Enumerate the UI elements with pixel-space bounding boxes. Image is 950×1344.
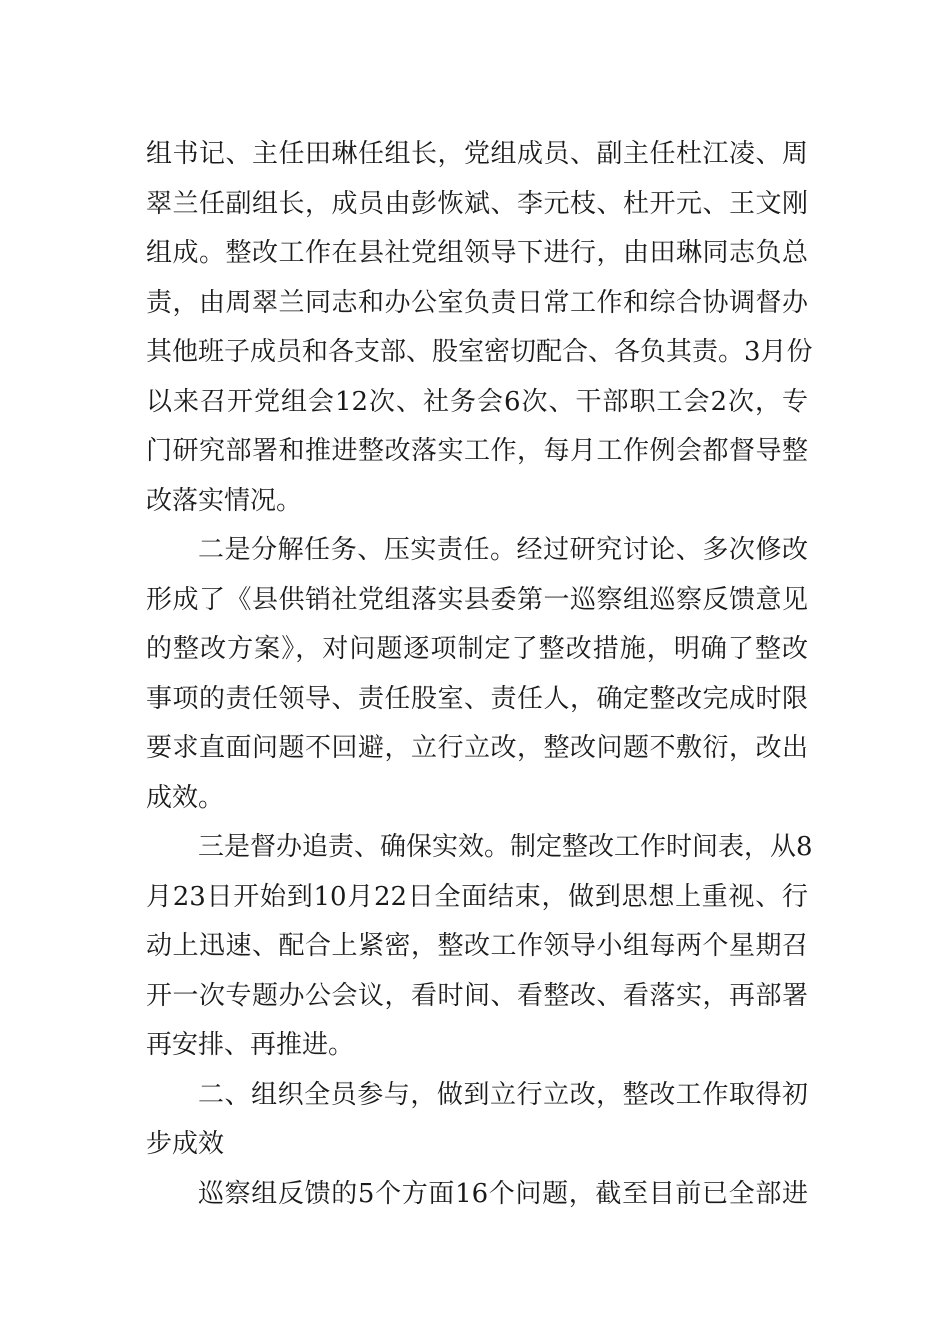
text-line: 开一次专题办公会议，看时间、看整改、看落实，再部署 [146,980,808,1011]
text-line: 要求直面问题不回避，立行立改，整改问题不敷衍，改出 [146,733,808,763]
document-body [146,130,813,1219]
text-line: 的整改方案》，对问题逐项制定了整改措施，明确了整改 [146,634,808,664]
text-line: 步成效 [146,1129,225,1159]
section-heading-2 [146,1071,808,1170]
text-line: 成效。 [146,782,225,813]
text-line: 以来召开党组会12次、社务会6次、干部职工会2次，专 [146,386,808,417]
text-line: 门研究部署和推进整改落实工作，每月工作例会都督导整 [146,436,808,466]
text-line: 巡察组反馈的5个方面16个问题，截至目前已全部进 [198,1178,808,1209]
text-line: 组书记、主任田琳任组长，党组成员、副主任杜江凌、周 [146,139,808,169]
text-line: 再安排、再推进。 [146,1030,355,1060]
text-line: 责，由周翠兰同志和办公室负责日常工作和综合协调督办 [146,287,808,318]
text-line: 组成。整改工作在县社党组领导下进行，由田琳同志负总 [146,238,808,268]
text-line: 二、组织全员参与，做到立行立改，整改工作取得初 [198,1079,808,1110]
paragraph-5 [146,1170,808,1220]
paragraph-3 [146,823,813,1071]
text-line: 动上迅速、配合上紧密，整改工作领导小组每两个星期召 [146,931,808,961]
text-line: 翠兰任副组长，成员由彭恢斌、李元枝、杜开元、王文刚 [146,188,808,219]
text-line: 三是督办追责、确保实效。制定整改工作时间表，从8 [198,832,813,862]
paragraph-1 [146,130,813,526]
text-line: 二是分解任务、压实责任。经过研究讨论、多次修改 [198,535,808,565]
text-line: 形成了《县供销社党组落实县委第一巡察组巡察反馈意见 [146,584,808,615]
text-line: 月23日开始到10月22日全面结束，做到思想上重视、行 [146,881,808,912]
text-line: 其他班子成员和各支部、股室密切配合、各负其责。3月份 [146,337,813,367]
text-line: 事项的责任领导、责任股室、责任人，确定整改完成时限 [146,683,808,714]
paragraph-2 [146,526,808,823]
text-line: 改落实情况。 [146,485,303,516]
